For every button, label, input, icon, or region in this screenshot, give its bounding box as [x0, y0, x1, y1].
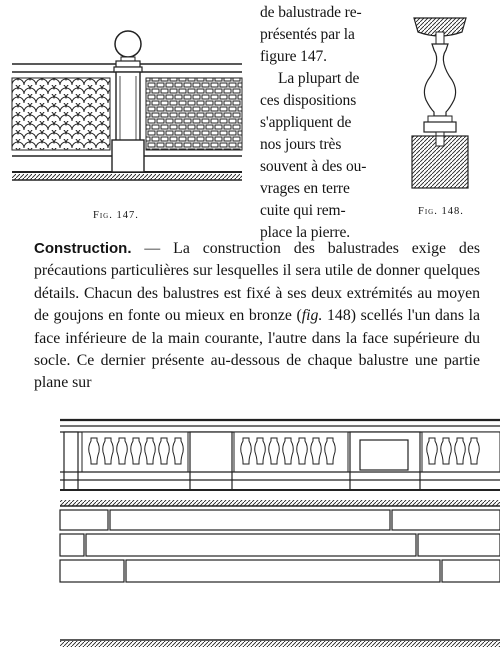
side-line: figure 147.: [260, 48, 327, 65]
side-line: vrages en terre: [260, 180, 350, 197]
figure-147-illustration: [12, 22, 242, 192]
paragraph-text-continued: 148) scellés l'un dans la face inférieure de la main courante, l'autre dans la face supérieure du socle. Ce dernier présente au-dessous de chaque balustre une partie plane sur: [34, 307, 480, 392]
paragraph-text: La construction des balustrades exige des précautions particulières sur lesquelles il sera utile de donner quelques détails. Chacun des balustres est fixé à ses deux extrémités au moyen de goujons en fonte ou mieux en bronze (: [34, 240, 480, 325]
balustrade-elevation-illustration: [60, 410, 500, 665]
figure-147-caption: Fig. 147.: [93, 210, 139, 221]
side-text-column: [260, 2, 390, 244]
side-line: nos jours très: [260, 136, 342, 153]
side-line: de balustrade re-: [260, 4, 362, 21]
side-line: souvent à des ou-: [260, 158, 367, 175]
section-heading: Construction.: [34, 240, 132, 257]
heading-dash: —: [131, 240, 174, 257]
body-paragraph: [34, 238, 480, 395]
side-line: ces dispositions: [260, 92, 357, 109]
side-line: place la pierre.: [260, 224, 351, 241]
side-line: cuite qui rem-: [260, 202, 346, 219]
side-line: présentés par la: [260, 26, 355, 43]
side-line: La plupart de: [278, 70, 360, 87]
side-line: s'appliquent de: [260, 114, 352, 131]
figure-148-illustration: [408, 14, 472, 190]
figure-148-caption: Fig. 148.: [418, 206, 464, 217]
figure-reference: fig.: [301, 307, 323, 325]
